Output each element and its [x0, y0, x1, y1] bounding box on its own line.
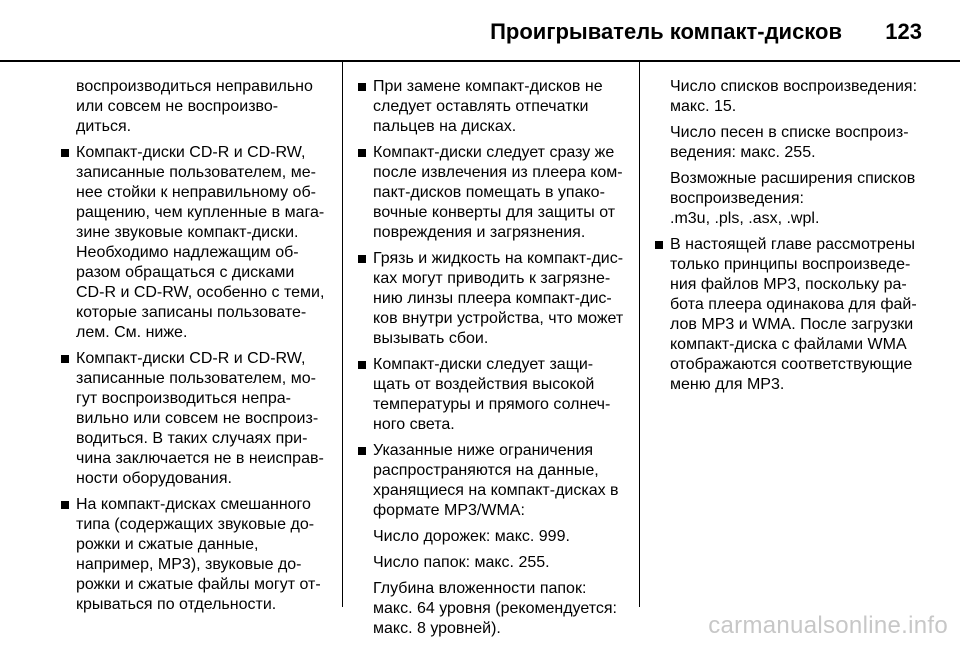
bullet-item: В настоящей главе рассмотрены только принципы воспроизведе- ния файлов MP3, поскольку ра- бота плеера одинакова для фай- лов MP3 и WMA. После загрузки компакт-диска с файлами WMA отображаются соответствующие меню для MP3. [654, 235, 924, 395]
bullet-icon [61, 355, 69, 363]
header-rule [0, 60, 960, 62]
limit-paragraph: Число папок: макс. 255. [373, 554, 550, 571]
bullet-item: Компакт-диски следует сразу же после извлечения из плеера ком- пакт-дисков помещать в упако- вочные конверты для защиты от повреждения и загрязнения. [357, 143, 627, 243]
watermark: carmanualsonline.info [708, 612, 948, 639]
column-3 [654, 77, 924, 401]
column-divider [342, 62, 343, 607]
limit-paragraph: Число дорожек: макс. 999. [373, 528, 570, 545]
limit-paragraph: Число песен в списке воспроиз- ведения: макс. 255. [670, 124, 909, 161]
continuation-paragraph: воспроизводиться неправильно или совсем не воспроизво- диться. [76, 78, 313, 135]
bullet-icon [358, 361, 366, 369]
bullet-icon [358, 447, 366, 455]
limit-paragraph: Число списков воспроизведения: макс. 15. [670, 78, 918, 115]
page-title: Проигрыватель компакт-дисков [490, 19, 842, 44]
page-number: 123 [885, 19, 922, 44]
bullet-icon [655, 241, 663, 249]
bullet-icon [61, 501, 69, 509]
bullet-item: Компакт-диски CD-R и CD-RW, записанные пользователем, мо- гут воспроизводиться непра- вильно или совсем не воспроиз- водиться. В таких случаях при- чина заключается не в неисправ- ности оборудования. [60, 349, 330, 489]
bullet-item: Компакт-диски следует защи- щать от воздействия высокой температуры и прямого солнеч- ного света. [357, 355, 627, 435]
page-header [0, 0, 960, 60]
column-divider [639, 62, 640, 607]
bullet-icon [358, 255, 366, 263]
column-1 [60, 77, 330, 621]
bullet-item: При замене компакт-дисков не следует оставлять отпечатки пальцев на дисках. [357, 77, 627, 137]
bullet-item: Компакт-диски CD-R и CD-RW, записанные пользователем, ме- нее стойки к неправильному об- ращению, чем купленные в мага- зине звуковые компакт-диски. Необходимо надлежащим об- разом обращаться с дисками CD-R и CD-RW, особенно с теми, которые записаны пользовате- лем. См. ниже. [60, 143, 330, 343]
bullet-item: Грязь и жидкость на компакт-дис- ках могут приводить к загрязне- нию линзы плеера компакт-дис- ков внутри устройства, что может вызывать сбои. [357, 249, 627, 349]
bullet-icon [358, 149, 366, 157]
bullet-icon [358, 83, 366, 91]
bullet-icon [61, 149, 69, 157]
limit-paragraph: Глубина вложенности папок: макс. 64 уровня (рекомендуется: макс. 8 уровней). [373, 580, 617, 637]
bullet-item: Указанные ниже ограничения распространяются на данные, хранящиеся на компакт-дисках в формате MP3/WMA: [357, 441, 627, 521]
bullet-item: На компакт-дисках смешанного типа (содержащих звуковые до- рожки и сжатые данные, например, MP3), звуковые до- рожки и сжатые файлы могут от- крываться по отдельности. [60, 495, 330, 615]
limit-paragraph: Возможные расширения списков воспроизведения: .m3u, .pls, .asx, .wpl. [670, 170, 916, 227]
column-2 [357, 77, 627, 645]
